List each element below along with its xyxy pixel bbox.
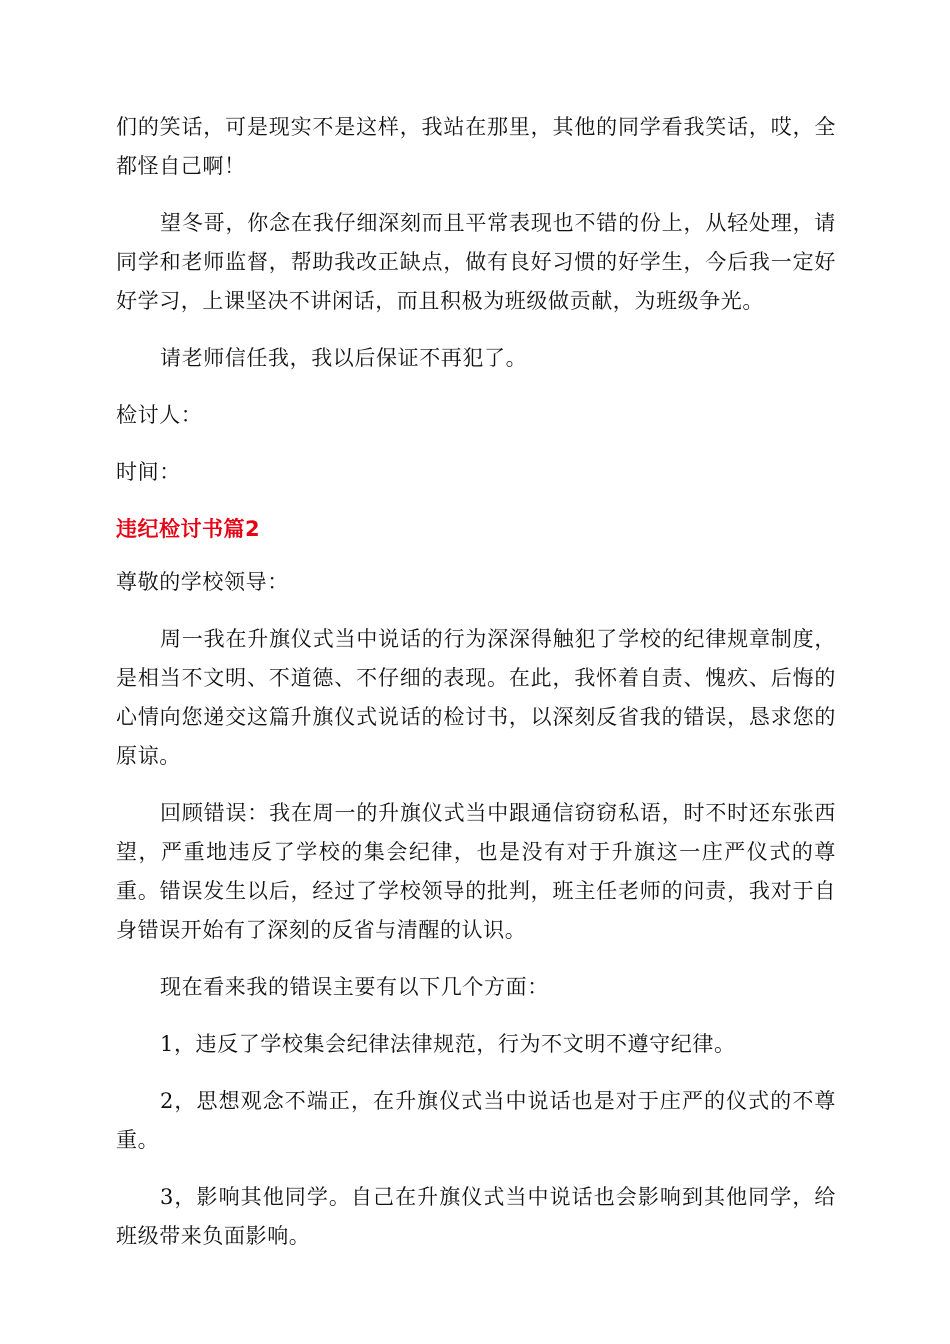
- paragraph-aspects-intro: 现在看来我的错误主要有以下几个方面：: [160, 975, 549, 999]
- time-label: 时间：: [116, 460, 181, 484]
- paragraph-continuation: 们的笑话，可是现实不是这样，我站在那里，其他的同学看我笑话，哎，全都怪自己啊！: [116, 115, 836, 178]
- paragraph-plea: 望冬哥，你念在我仔细深刻而且平常表现也不错的份上，从轻处理，请同学和老师监督，帮助我改正缺点，做有良好习惯的好学生，今后我一定好好学习，上课坚决不讲闲话，而且积极为班级做贡献，为班级争光。: [116, 211, 836, 313]
- document-page: [116, 108, 836, 1274]
- paragraph-trust: 请老师信任我，我以后保证不再犯了。: [160, 346, 528, 370]
- list-item-1: 1，违反了学校集会纪律法律规范，行为不文明不遵守纪律。: [160, 1032, 736, 1056]
- list-item-2: 2，思想观念不端正，在升旗仪式当中说话也是对于庄严的仪式的不尊重。: [116, 1089, 836, 1152]
- section-heading: 违纪检讨书篇2: [116, 517, 261, 541]
- signer-label: 检讨人：: [116, 403, 203, 427]
- list-item-3: 3，影响其他同学。自己在升旗仪式当中说话也会影响到其他同学，给班级带来负面影响。: [116, 1185, 836, 1248]
- salutation: 尊敬的学校领导：: [116, 570, 289, 594]
- paragraph-review: 回顾错误：我在周一的升旗仪式当中跟通信窃窃私语，时不时还东张西望，严重地违反了学校的集会纪律，也是没有对于升旗这一庄严仪式的尊重。错误发生以后，经过了学校领导的批判，班主任老师的问责，我对于自身错误开始有了深刻的反省与清醒的认识。: [116, 801, 836, 942]
- paragraph-incident: 周一我在升旗仪式当中说话的行为深深得触犯了学校的纪律规章制度，是相当不文明、不道德、不仔细的表现。在此，我怀着自责、愧疚、后悔的心情向您递交这篇升旗仪式说话的检讨书，以深刻反省我的错误，恳求您的原谅。: [116, 627, 836, 768]
